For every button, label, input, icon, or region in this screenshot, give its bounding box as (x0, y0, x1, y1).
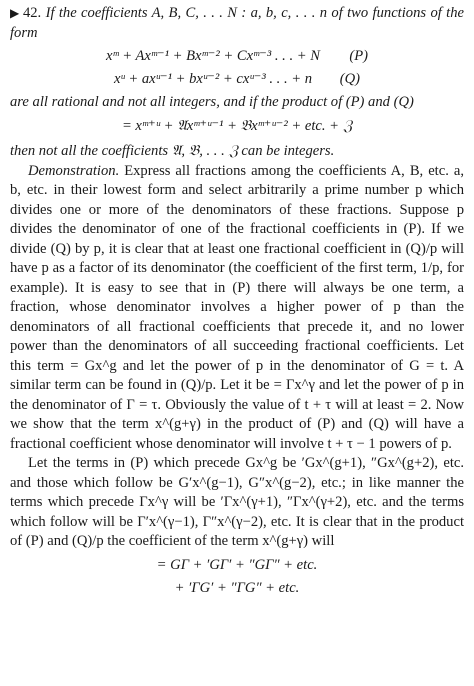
demonstration-paragraph (10, 162, 464, 455)
statement-continuation: are all rational and not all integers, and if the product of (P) and (Q) (10, 94, 414, 110)
statement-line-2: of the form (10, 5, 464, 41)
article-marker-icon: ▶ (10, 6, 20, 20)
article-number: 42. (22, 5, 42, 21)
equation-p (10, 47, 464, 67)
equation-p-label: (P) (349, 48, 368, 64)
statement-conclusion: then not all the coefficients 𝔄, 𝔅, . . . ℨ can be integers. (10, 143, 335, 159)
equation-q-body: xᵘ + axᵘ⁻¹ + bxᵘ⁻² + cxᵘ⁻³ . . . + n (113, 70, 313, 87)
sum-equation-2: + ′ΓG′ + ″ΓG″ + etc. (174, 580, 300, 596)
equation-q (10, 70, 464, 90)
equation-q-label: (Q) (339, 70, 361, 87)
theorem-statement (10, 4, 464, 43)
statement-line-1: If the coefficients A, B, C, . . . N : a, b, c, . . . n of two functions (45, 5, 427, 21)
equation-p-body: xᵐ + Axᵐ⁻¹ + Bxᵐ⁻² + Cxᵐ⁻³ . . . + N (106, 48, 320, 64)
sum-equation-1: = GΓ + ′GΓ′ + ″GΓ″ + etc. (156, 556, 318, 573)
product-equation: = xᵐ⁺ᵘ + 𝔄xᵐ⁺ᵘ⁻¹ + 𝔅xᵐ⁺ᵘ⁻² + etc. + ℨ (121, 117, 353, 134)
demonstration-text: Express all fractions among the coefficients A, B, etc. a, b, etc. in their lowest form and select arbitrarily a prime number p which divides one or more of the denominators of these fractions. Suppose p divides the denominator of one of the fractional coefficients in (P). If we divide (Q) by p, it is clear that at least one fractional coefficient in (Q)/p will have p as a factor of its denominator (the coefficient of the first term, 1/p, for example). It is easy to see that in (P) there will always be one term, a fraction, whose denominator involves a higher power of p than the denominators of all fractional coefficients that precede it, and no lower power than the denominators of all succeeding fractional coefficients. Let this term = Gx^g and let the power of p in the denominator of G = t. A similar term can be found in (Q)/p. Let it be = Γx^γ and let the power of p in the denominator of Γ = τ. Obviously the value of t + τ will at least = 2. Now we show that the term x^(g+γ) in the product of (P) and (Q) will have a fractional coefficient whose denominator will involve t + τ − 1 powers of p. (10, 162, 464, 452)
demonstration-title: Demonstration. (28, 162, 120, 179)
terms-paragraph: Let the terms in (P) which precede Gx^g be ′Gx^(g+1), ″Gx^(g+2), etc. and those which follow be G′x^(g−1), G″x^(g−2), etc.; in like manner the terms which precede Γx^γ will be ′Γx^(γ+1), ″Γx^(γ+2), etc. and the terms which follow will be Γ′x^(γ−1), Γ″x^(γ−2), etc. It is clear that in the product of (P) and (Q)/p the coefficient of the term x^(g+γ) will (10, 455, 464, 549)
